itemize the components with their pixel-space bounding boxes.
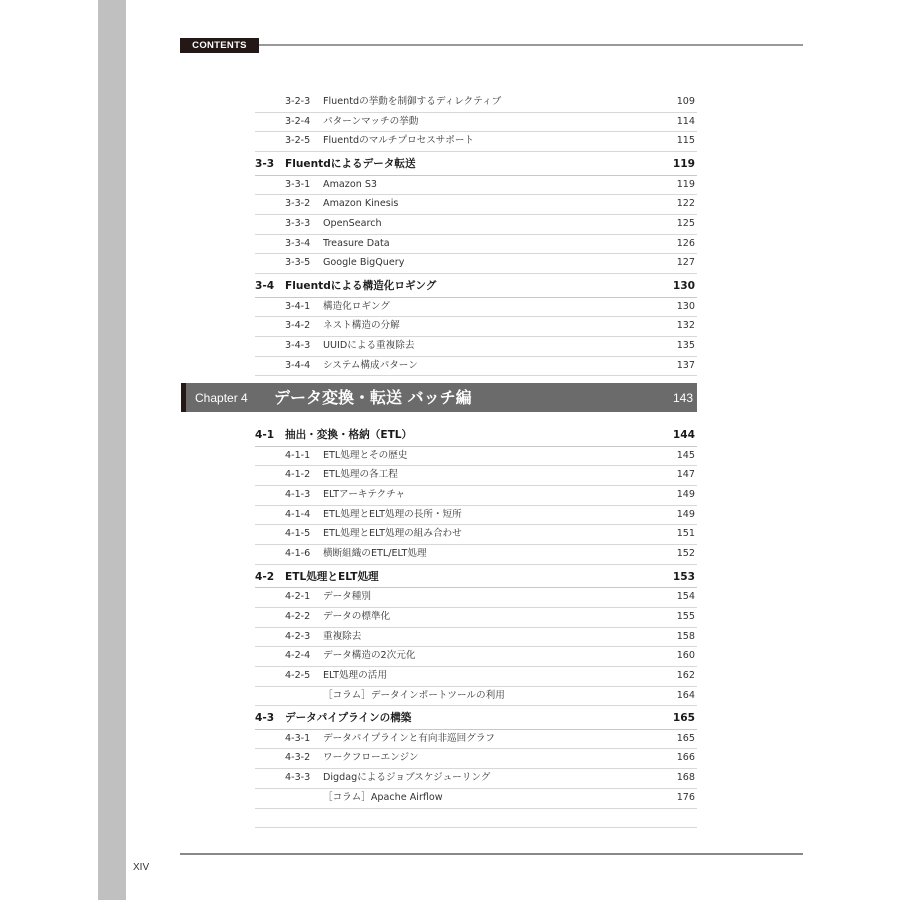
entry-page: 127 <box>676 257 695 269</box>
toc-entry-row[interactable] <box>255 588 697 608</box>
entry-number: 4-2 <box>255 570 275 583</box>
entry-title: パターンマッチの挙動 <box>323 115 419 127</box>
entry-page: 147 <box>676 469 695 481</box>
entry-number: 3-4-3 <box>285 339 311 351</box>
entry-page: 154 <box>676 591 695 603</box>
toc-entry-row[interactable] <box>255 337 697 357</box>
entry-title: データ構造の2次元化 <box>323 650 416 662</box>
entry-page: 152 <box>676 547 695 559</box>
entry-title: システム構成パターン <box>323 359 418 371</box>
entry-title: 重複除去 <box>323 630 362 642</box>
entry-page: 164 <box>676 689 695 701</box>
toc-entry-row[interactable] <box>255 667 697 687</box>
toc-entry-row[interactable] <box>255 357 697 377</box>
chapter-label: Chapter 4 <box>195 391 248 405</box>
toc-list-chapter-3 <box>255 93 697 376</box>
entry-title: ［コラム］Apache Airflow <box>323 791 443 803</box>
chapter-page: 143 <box>672 391 693 405</box>
toc-list-chapter-4 <box>255 423 697 828</box>
entry-number: 4-3-1 <box>285 732 311 744</box>
toc-entry-row[interactable] <box>255 647 697 667</box>
entry-page: 125 <box>676 217 695 229</box>
entry-page: 155 <box>676 610 695 622</box>
entry-title: データの標準化 <box>323 610 391 622</box>
entry-title: Fluentdのマルチプロセスサポート <box>323 135 475 147</box>
entry-title: ワークフローエンジン <box>323 752 419 764</box>
toc-entry-row[interactable] <box>255 466 697 486</box>
entry-number: 3-3-2 <box>285 198 311 210</box>
entry-page: 165 <box>676 732 695 744</box>
entry-number: 3-4 <box>255 280 275 292</box>
entry-title: UUIDによる重複除去 <box>323 339 415 351</box>
toc-entry-row[interactable] <box>255 254 697 274</box>
entry-page: 165 <box>672 712 695 725</box>
entry-number: 3-4-1 <box>285 300 311 312</box>
toc-entry-row[interactable] <box>255 525 697 545</box>
entry-title: ELT処理の活用 <box>323 669 387 681</box>
entry-title: ETL処理とその歴史 <box>323 449 408 461</box>
entry-number: 4-2-4 <box>285 650 311 662</box>
entry-page: 166 <box>676 752 695 764</box>
entry-title: データ種別 <box>323 591 371 603</box>
entry-number: 4-3-3 <box>285 772 311 784</box>
entry-page: 122 <box>676 198 695 210</box>
entry-page: 114 <box>676 115 695 127</box>
entry-number: 3-3 <box>255 158 275 171</box>
entry-page: 126 <box>676 237 695 249</box>
entry-number: 3-3-3 <box>285 217 311 229</box>
page-edge-bar <box>98 0 126 900</box>
entry-page: 149 <box>676 488 695 500</box>
footer-rule <box>180 853 803 855</box>
toc-entry-row[interactable] <box>255 769 697 789</box>
entry-number: 4-2-1 <box>285 591 311 603</box>
entry-number: 4-1-3 <box>285 488 311 500</box>
toc-end-rule <box>255 809 697 828</box>
entry-number: 4-1-4 <box>285 508 311 520</box>
entry-number: 4-1-2 <box>285 469 311 481</box>
contents-label: CONTENTS <box>180 38 259 53</box>
toc-entry-row[interactable] <box>255 215 697 235</box>
entry-number: 4-1-5 <box>285 528 311 540</box>
entry-title: Amazon Kinesis <box>323 198 399 210</box>
entry-title: ETL処理とELT処理の組み合わせ <box>323 528 462 540</box>
toc-entry-row[interactable] <box>255 93 697 113</box>
entry-page: 119 <box>676 178 695 190</box>
toc-entry-row[interactable] <box>255 789 697 809</box>
entry-title: Fluentdの挙動を制御するディレクティブ <box>323 96 502 107</box>
toc-entry-row[interactable] <box>255 486 697 506</box>
toc-entry-row[interactable] <box>255 298 697 318</box>
header-rule <box>259 44 803 46</box>
entry-page: 135 <box>676 339 695 351</box>
toc-entry-row[interactable] <box>255 730 697 750</box>
entry-page: 132 <box>676 320 695 332</box>
toc-entry-row[interactable] <box>255 749 697 769</box>
entry-title: ネスト構造の分解 <box>323 320 400 332</box>
entry-page: 145 <box>676 449 695 461</box>
entry-page: 158 <box>676 630 695 642</box>
entry-page: 153 <box>672 570 695 583</box>
entry-title: Digdagによるジョブスケジューリング <box>323 772 491 784</box>
toc-entry-row[interactable] <box>255 235 697 255</box>
chapter-accent <box>181 383 186 412</box>
toc-section-row[interactable] <box>255 565 697 589</box>
entry-title: データパイプラインと有向非巡回グラフ <box>323 732 496 744</box>
entry-title: OpenSearch <box>323 217 382 229</box>
entry-page: 130 <box>672 280 695 292</box>
toc-entry-row[interactable] <box>255 317 697 337</box>
entry-page: 168 <box>676 772 695 784</box>
entry-number: 4-2-3 <box>285 630 311 642</box>
entry-number: 3-3-4 <box>285 237 311 249</box>
toc-entry-row[interactable] <box>255 687 697 707</box>
entry-title: データパイプラインの構築 <box>285 712 412 725</box>
entry-number: 4-3 <box>255 712 275 725</box>
entry-title: 横断組織のETL/ELT処理 <box>323 547 427 559</box>
entry-title: ETL処理の各工程 <box>323 469 398 481</box>
entry-title: ELTアーキテクチャ <box>323 488 406 500</box>
entry-page: 115 <box>676 135 695 147</box>
entry-number: 3-3-1 <box>285 178 311 190</box>
entry-page: 144 <box>672 429 695 441</box>
entry-page: 149 <box>676 508 695 520</box>
entry-title: ETL処理とELT処理 <box>285 570 379 583</box>
entry-title: 抽出・変換・格納（ETL） <box>285 429 413 441</box>
entry-page: 176 <box>676 791 695 803</box>
toc-section-row[interactable] <box>255 152 697 176</box>
page-number: XIV <box>133 862 150 873</box>
toc-entry-row[interactable] <box>255 608 697 628</box>
toc-entry-row[interactable] <box>255 506 697 526</box>
entry-number: 4-1 <box>255 429 275 441</box>
entry-number: 4-3-2 <box>285 752 311 764</box>
entry-page: 137 <box>676 359 695 371</box>
entry-page: 109 <box>676 96 695 107</box>
toc-entry-row[interactable] <box>255 113 697 133</box>
toc-entry-row[interactable] <box>255 447 697 467</box>
entry-title: Fluentdによるデータ転送 <box>285 158 416 171</box>
entry-number: 3-2-4 <box>285 115 311 127</box>
entry-page: 162 <box>676 669 695 681</box>
entry-number: 4-2-5 <box>285 669 311 681</box>
entry-number: 4-1-6 <box>285 547 311 559</box>
entry-number: 3-3-5 <box>285 257 311 269</box>
entry-title: ETL処理とELT処理の長所・短所 <box>323 508 462 520</box>
toc-section-row[interactable] <box>255 706 697 730</box>
entry-title: Amazon S3 <box>323 178 378 190</box>
chapter-title: データ変換・転送 バッチ編 <box>274 388 472 407</box>
entry-title: ［コラム］データインポートツールの利用 <box>323 689 505 701</box>
toc-entry-row[interactable] <box>255 545 697 565</box>
chapter-heading[interactable] <box>181 383 697 412</box>
entry-page: 160 <box>676 650 695 662</box>
toc-section-row[interactable] <box>255 274 697 298</box>
entry-page: 151 <box>676 528 695 540</box>
entry-number: 3-2-3 <box>285 96 311 107</box>
toc-entry-row[interactable] <box>255 195 697 215</box>
entry-title: Treasure Data <box>323 237 390 249</box>
entry-number: 4-2-2 <box>285 610 311 622</box>
entry-title: 構造化ロギング <box>323 300 390 312</box>
toc-entry-row[interactable] <box>255 132 697 152</box>
toc-entry-row[interactable] <box>255 628 697 648</box>
entry-number: 3-4-4 <box>285 359 311 371</box>
entry-number: 4-1-1 <box>285 449 311 461</box>
entry-number: 3-2-5 <box>285 135 311 147</box>
toc-entry-row[interactable] <box>255 176 697 196</box>
entry-number: 3-4-2 <box>285 320 311 332</box>
toc-section-row[interactable] <box>255 423 697 447</box>
entry-title: Fluentdによる構造化ロギング <box>285 280 437 292</box>
entry-page: 130 <box>676 300 695 312</box>
entry-page: 119 <box>672 158 695 171</box>
entry-title: Google BigQuery <box>323 257 405 269</box>
